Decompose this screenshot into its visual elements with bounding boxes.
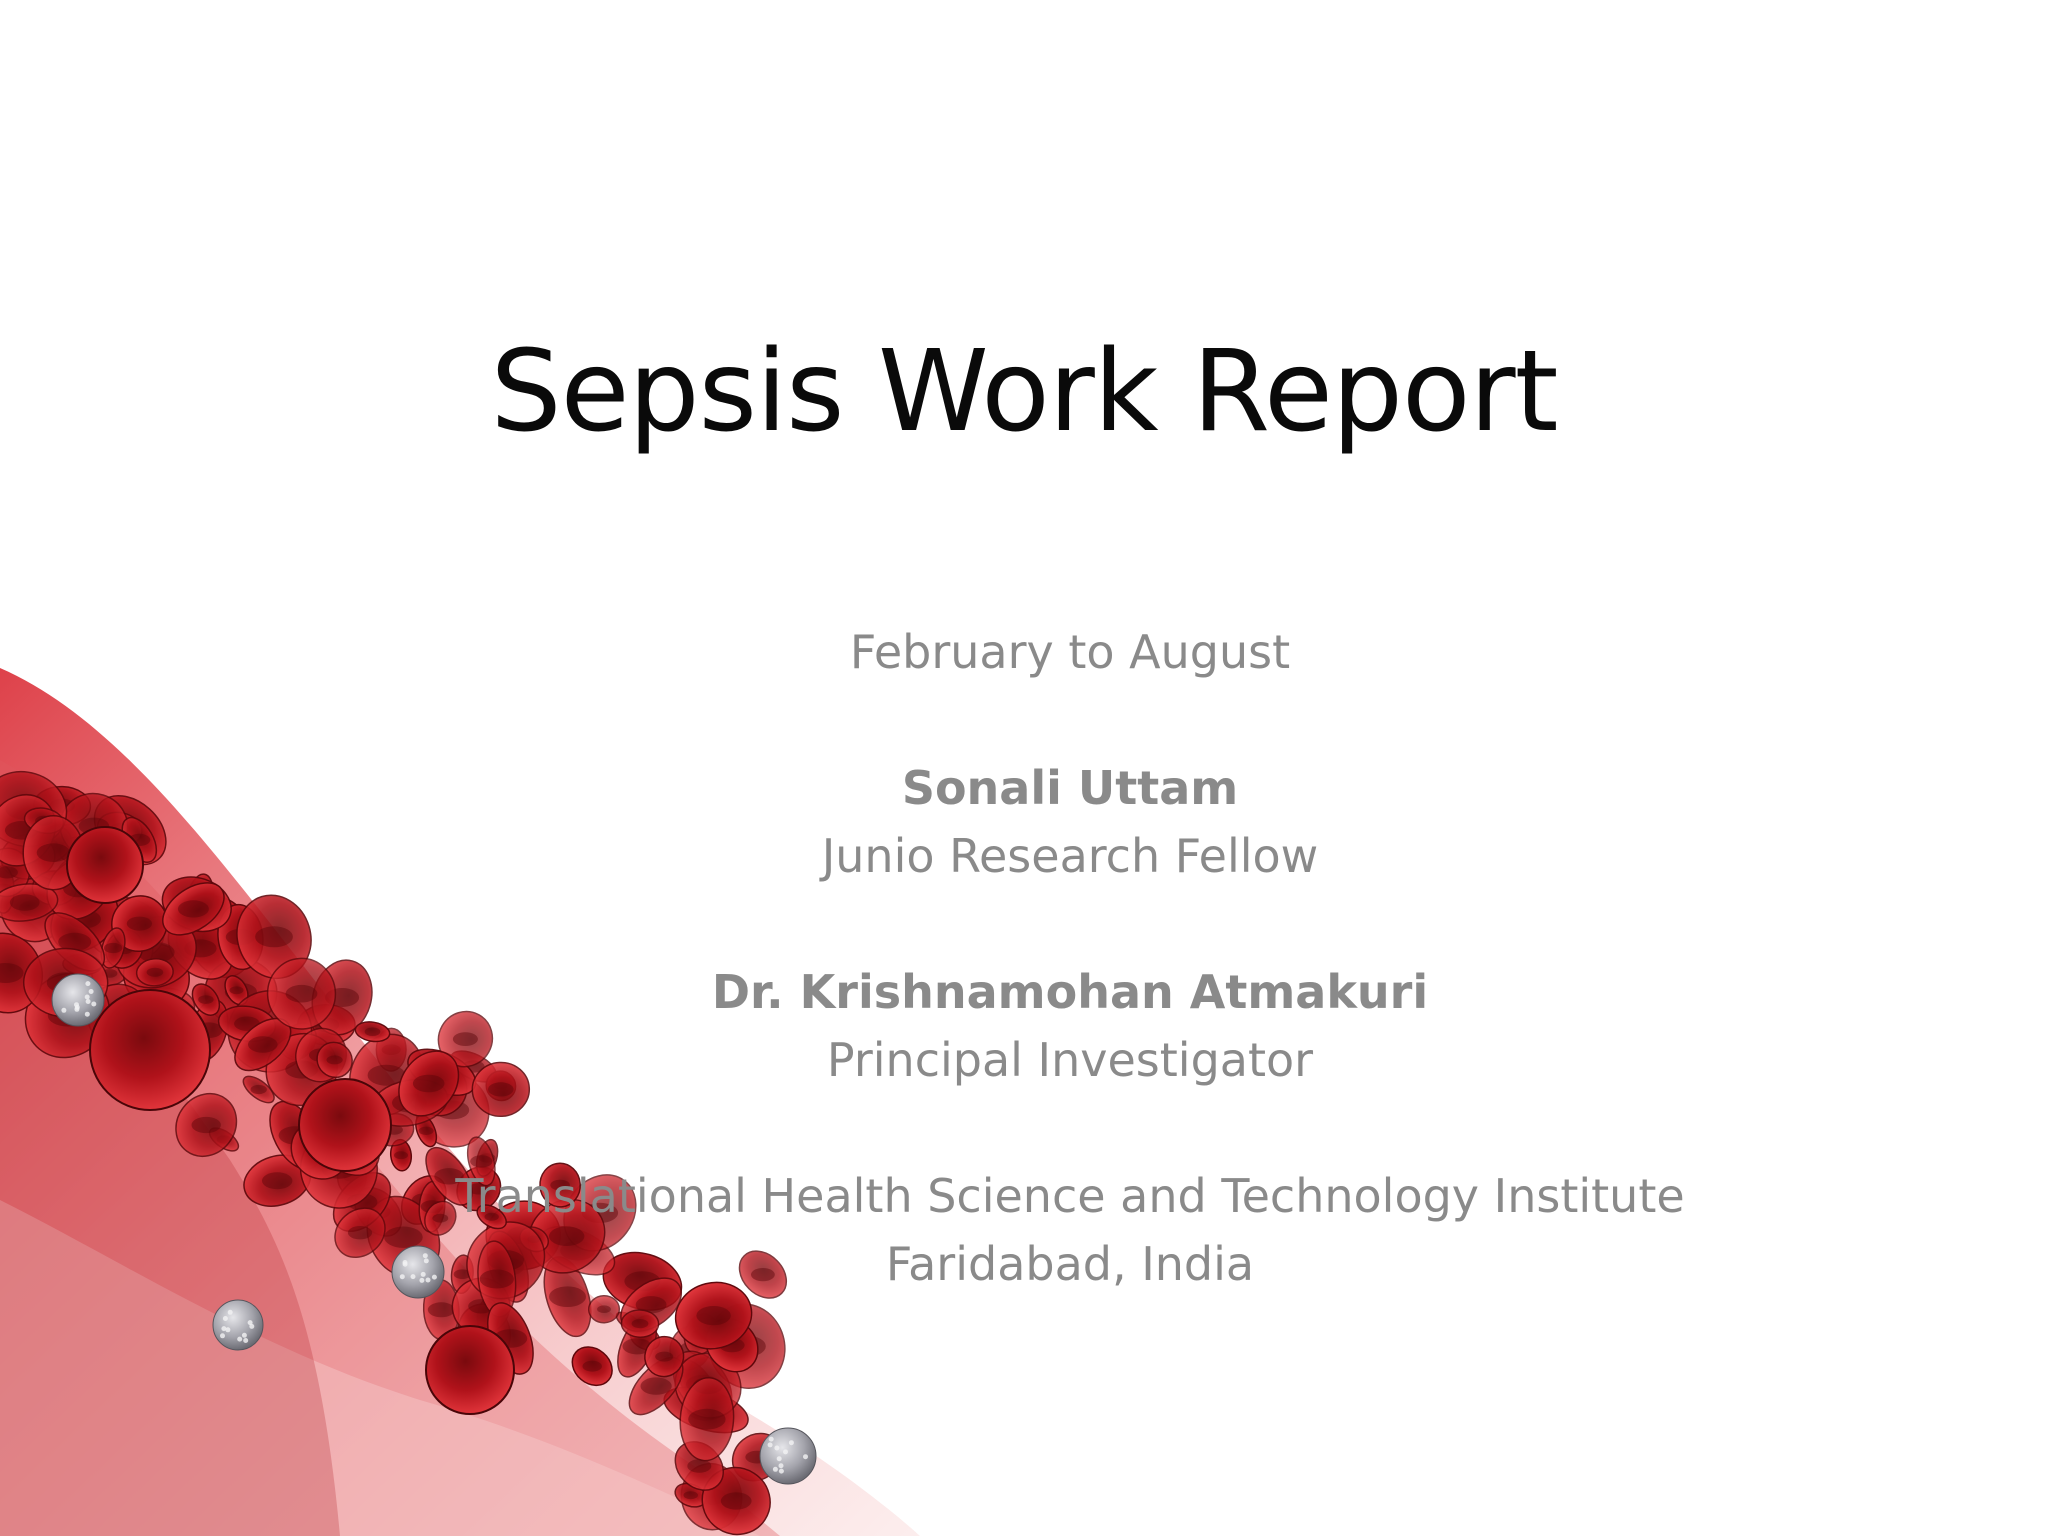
red-blood-cell-dimple	[597, 1305, 611, 1313]
white-blood-cell-texture	[773, 1467, 778, 1472]
white-blood-cell-texture	[228, 1310, 233, 1315]
report-period: February to August	[849, 625, 1291, 679]
red-blood-cell-dimple	[178, 900, 209, 917]
red-blood-cell-large	[426, 1326, 514, 1414]
white-blood-cell-texture	[74, 1002, 79, 1007]
red-blood-cell-large	[67, 827, 143, 903]
red-blood-cell-dimple	[127, 917, 152, 931]
author-name: Sonali Uttam	[901, 761, 1239, 815]
red-blood-cell-dimple	[641, 1377, 672, 1394]
white-blood-cell-texture	[779, 1463, 784, 1468]
red-blood-cell-dimple	[198, 995, 213, 1004]
white-blood-cell-texture	[89, 989, 94, 994]
white-blood-cell-texture	[243, 1338, 248, 1343]
white-blood-cell-texture	[774, 1446, 779, 1451]
red-blood-cell-dimple	[10, 894, 40, 911]
white-blood-cell-texture	[242, 1333, 247, 1338]
white-blood-cell-texture	[768, 1442, 773, 1447]
author-role: Junio Research Fellow	[821, 829, 1319, 883]
spacer	[300, 686, 1840, 754]
red-blood-cell-dimple	[230, 986, 244, 994]
white-blood-cell-texture	[248, 1320, 253, 1325]
white-blood-cell-texture	[220, 1333, 225, 1338]
white-blood-cell-texture	[779, 1469, 784, 1474]
investigator-role: Principal Investigator	[826, 1033, 1314, 1087]
red-blood-cell-dimple	[688, 1409, 725, 1430]
white-blood-cell	[213, 1300, 263, 1350]
red-blood-cell-dimple	[721, 1492, 752, 1509]
white-blood-cell-texture	[777, 1456, 782, 1461]
red-blood-cell-dimple	[655, 1352, 673, 1362]
red-blood-cell-dimple	[251, 1085, 267, 1094]
red-blood-cell-dimple	[255, 926, 293, 947]
red-blood-cell-dimple	[248, 1036, 278, 1052]
red-blood-cell-dimple	[37, 843, 70, 862]
investigator-name: Dr. Krishnamohan Atmakuri	[711, 965, 1429, 1019]
subtitle-block	[300, 618, 1840, 1298]
white-blood-cell-texture	[769, 1437, 774, 1442]
slide-title: Sepsis Work Report	[490, 327, 1558, 457]
white-blood-cell-texture	[91, 1002, 96, 1007]
red-blood-cell-dimple	[696, 1306, 730, 1325]
white-blood-cell-texture	[789, 1440, 794, 1445]
institute-name: Translational Health Science and Technology Institute	[455, 1169, 1685, 1223]
red-blood-cell-dimple	[192, 1117, 221, 1133]
red-blood-cell-dimple	[147, 968, 164, 977]
spacer	[300, 1094, 1840, 1162]
red-blood-cell-dimple	[104, 943, 122, 953]
white-blood-cell-texture	[223, 1316, 228, 1321]
white-blood-cell-texture	[85, 981, 90, 986]
red-blood-cell-dimple	[684, 1491, 698, 1499]
white-blood-cell-texture	[85, 1012, 90, 1017]
white-blood-cell-texture	[803, 1454, 808, 1459]
red-blood-cell-dimple	[583, 1361, 602, 1372]
white-blood-cell	[52, 974, 104, 1026]
red-blood-cell-dimple	[262, 1172, 292, 1189]
red-blood-cell-dimple	[687, 1459, 711, 1472]
red-blood-cell-large	[90, 990, 210, 1110]
red-blood-cell-dimple	[428, 1302, 455, 1317]
red-blood-cell-dimple	[632, 1319, 649, 1328]
institute-location: Faridabad, India	[885, 1237, 1255, 1291]
white-blood-cell-texture	[85, 995, 90, 1000]
white-blood-cell-texture	[237, 1337, 242, 1342]
white-blood-cell-texture	[783, 1449, 788, 1454]
spacer	[300, 890, 1840, 958]
white-blood-cell-texture	[86, 999, 91, 1004]
white-blood-cell-texture	[221, 1326, 226, 1331]
white-blood-cell-texture	[61, 1008, 66, 1013]
